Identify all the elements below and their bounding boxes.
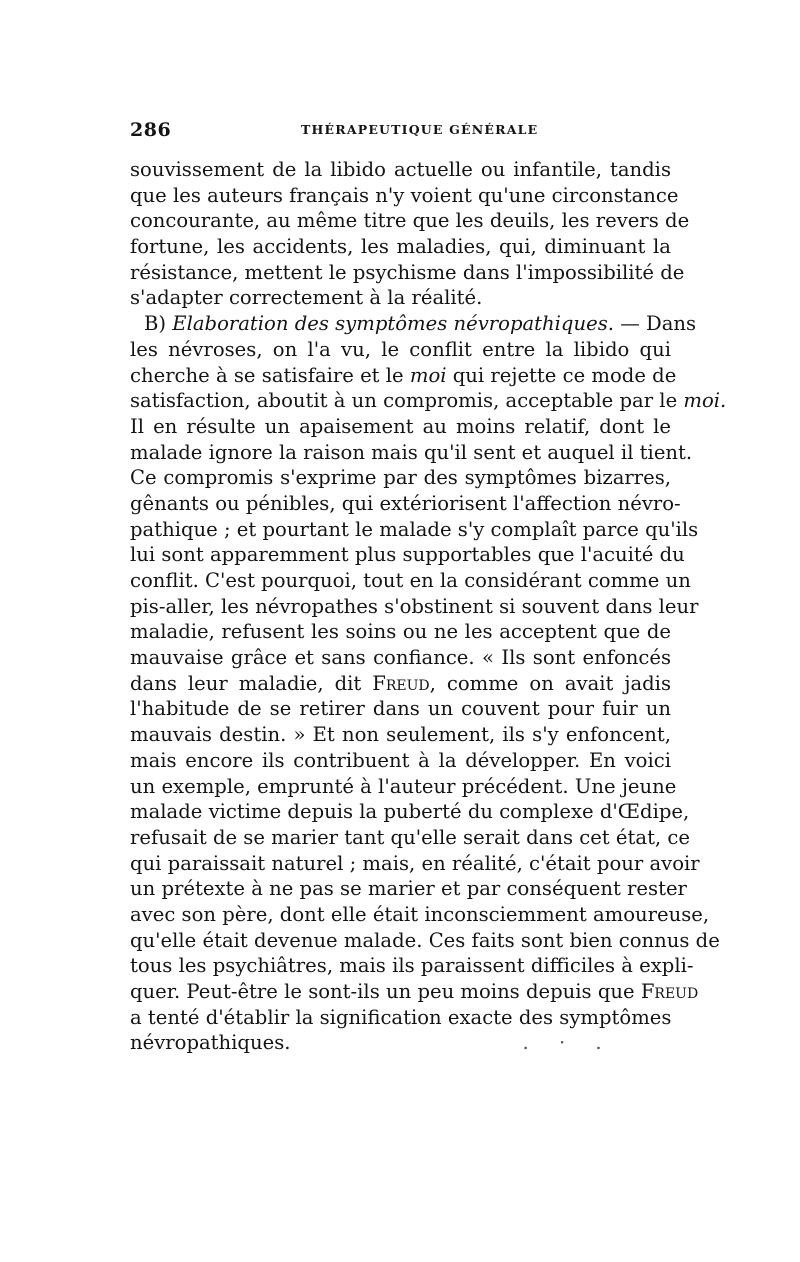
text-line: Ce compromis s'exprime par des symptômes bizarres, (130, 466, 671, 490)
text-line: malade victime depuis la puberté du complexe d'Œdipe, (130, 800, 690, 824)
text-line: mais encore ils contribuent à la développer. En voici (130, 748, 671, 772)
text-line: que les auteurs français n'y voient qu'une circonstance (130, 183, 679, 207)
text-segment: cherche à se satisfaire et le (130, 363, 410, 387)
author-name: Freud (372, 671, 430, 695)
text-line: un exemple, emprunté à l'auteur précédent. Une jeune (130, 774, 677, 798)
section-heading: Elaboration des symptômes névropathiques. (172, 312, 614, 336)
running-title: THÉRAPEUTIQUE GÉNÉRALE (301, 122, 539, 137)
text-segment: qui rejette ce mode de (446, 363, 677, 387)
text-line: l'habitude de se retirer dans un couvent pour fuir un (130, 697, 671, 721)
text-line (130, 671, 671, 697)
text-segment: névropathiques. (130, 1031, 291, 1055)
text-line: tous les psychiâtres, mais ils paraissent difficiles à expli- (130, 954, 694, 978)
text-segment: dans leur maladie, dit (130, 671, 373, 695)
text-line: gênants ou pénibles, qui extériorisent l'affection névro- (130, 491, 681, 515)
text-line: malade ignore la raison mais qu'il sent et auquel il tient. (130, 440, 693, 464)
section-heading-line (130, 311, 697, 337)
page-number: 286 (130, 119, 172, 141)
text-line: résistance, mettent le psychisme dans l'impossibilité de (130, 260, 685, 284)
text-segment: satisfaction, aboutit à un compromis, acceptable par le (130, 389, 684, 413)
text-line: un prétexte à ne pas se marier et par conséquent rester (130, 877, 687, 901)
text-line: souvissement de la libido actuelle ou infantile, tandis (130, 158, 671, 181)
emphasis: moi. (683, 389, 727, 413)
text-line: pathique ; et pourtant le malade s'y complaît parce qu'ils (130, 517, 699, 541)
text-line: pis-aller, les névropathes s'obstinent si souvent dans leur (130, 594, 699, 618)
text-line: Il en résulte un apaisement au moins relatif, dont le (130, 414, 671, 438)
text-line: mauvais destin. » Et non seulement, ils s'y enfoncent, (130, 723, 671, 747)
text-segment: B) (144, 312, 173, 336)
emphasis: moi (409, 363, 447, 387)
text-line (130, 363, 677, 389)
text-segment: , comme on avait jadis (429, 671, 672, 695)
text-line: concourante, au même titre que les deuils, les revers de (130, 209, 690, 233)
text-line: qui paraissait naturel ; mais, en réalité, c'était pour avoir (130, 851, 700, 875)
text-line: fortune, les accidents, les maladies, qui, diminuant la (130, 235, 671, 259)
text-line: maladie, refusent les soins ou ne les acceptent que de (130, 620, 671, 644)
text-line: mauvaise grâce et sans confiance. « Ils sont enfoncés (130, 646, 671, 670)
text-line: refusait de se marier tant qu'elle serait dans cet état, ce (130, 825, 690, 849)
trailing-marks: . · . (522, 1031, 614, 1055)
text-line: les névroses, on l'a vu, le conflit entre la libido qui (130, 337, 671, 361)
text-line: conflit. C'est pourquoi, tout en la considérant comme un (130, 569, 691, 592)
text-line (130, 979, 699, 1005)
text-line (130, 388, 727, 414)
text-segment: — Dans (613, 312, 697, 336)
text-line-final (130, 1030, 671, 1056)
author-name: Freud (640, 980, 699, 1003)
body-text (130, 157, 727, 1056)
text-line: a tenté d'établir la signification exacte des symptômes (130, 1005, 672, 1029)
text-segment: quer. Peut-être le sont-ils un peu moins depuis que (130, 980, 641, 1003)
text-line: lui sont apparemment plus supportables que l'acuité du (130, 543, 685, 567)
text-line: qu'elle était devenue malade. Ces faits sont bien connus de (130, 928, 720, 952)
text-line: s'adapter correctement à la réalité. (130, 286, 483, 310)
running-head (130, 119, 670, 143)
text-line: avec son père, dont elle était inconsciemment amoureuse, (130, 902, 710, 926)
